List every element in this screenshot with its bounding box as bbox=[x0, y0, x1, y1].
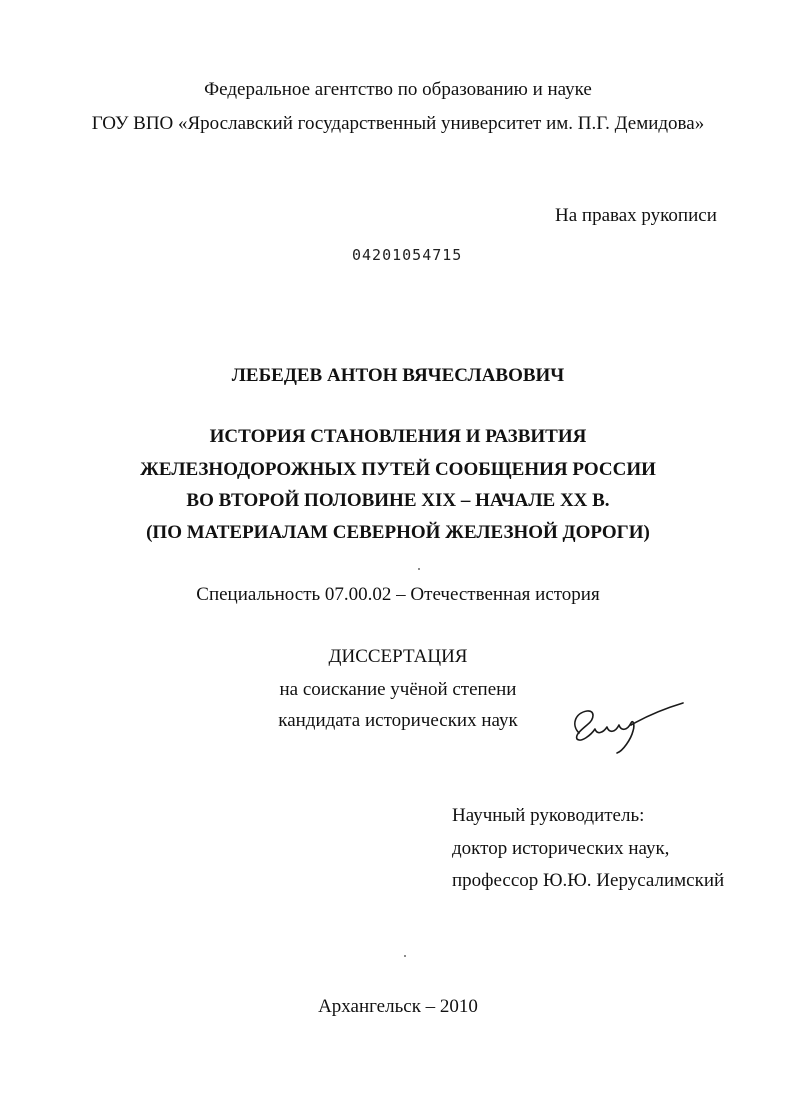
supervisor-label: Научный руководитель: bbox=[452, 805, 645, 826]
supervisor-name: профессор Ю.Ю. Иерусалимский bbox=[452, 870, 725, 891]
scan-speck bbox=[418, 568, 420, 570]
signature bbox=[565, 695, 685, 755]
dissertation-label: ДИССЕРТАЦИЯ bbox=[328, 646, 468, 667]
university-name: ГОУ ВПО «Ярославский государственный университет им. П.Г. Демидова» bbox=[91, 113, 705, 134]
rights-note: На правах рукописи bbox=[555, 205, 717, 226]
title-line-2: ЖЕЛЕЗНОДОРОЖНЫХ ПУТЕЙ СООБЩЕНИЯ РОССИИ bbox=[140, 459, 656, 480]
dissertation-degree-line-1: на соискание учёной степени bbox=[279, 679, 517, 700]
author-name: ЛЕБЕДЕВ АНТОН ВЯЧЕСЛАВОВИЧ bbox=[231, 365, 565, 386]
specialty: Специальность 07.00.02 – Отечественная история bbox=[196, 584, 600, 605]
title-line-4: (ПО МАТЕРИАЛАМ СЕВЕРНОЙ ЖЕЛЕЗНОЙ ДОРОГИ) bbox=[146, 522, 650, 543]
dissertation-degree-line-2: кандидата исторических наук bbox=[278, 710, 518, 731]
archive-stamp-number: 04201054715 bbox=[352, 246, 463, 264]
city-year: Архангельск – 2010 bbox=[318, 996, 478, 1017]
title-line-3: ВО ВТОРОЙ ПОЛОВИНЕ XIX – НАЧАЛЕ XX В. bbox=[186, 490, 610, 511]
scan-speck bbox=[404, 955, 406, 957]
supervisor-degree: доктор исторических наук, bbox=[452, 838, 670, 859]
title-line-1: ИСТОРИЯ СТАНОВЛЕНИЯ И РАЗВИТИЯ bbox=[209, 426, 587, 447]
agency-name: Федеральное агентство по образованию и науке bbox=[204, 79, 592, 100]
